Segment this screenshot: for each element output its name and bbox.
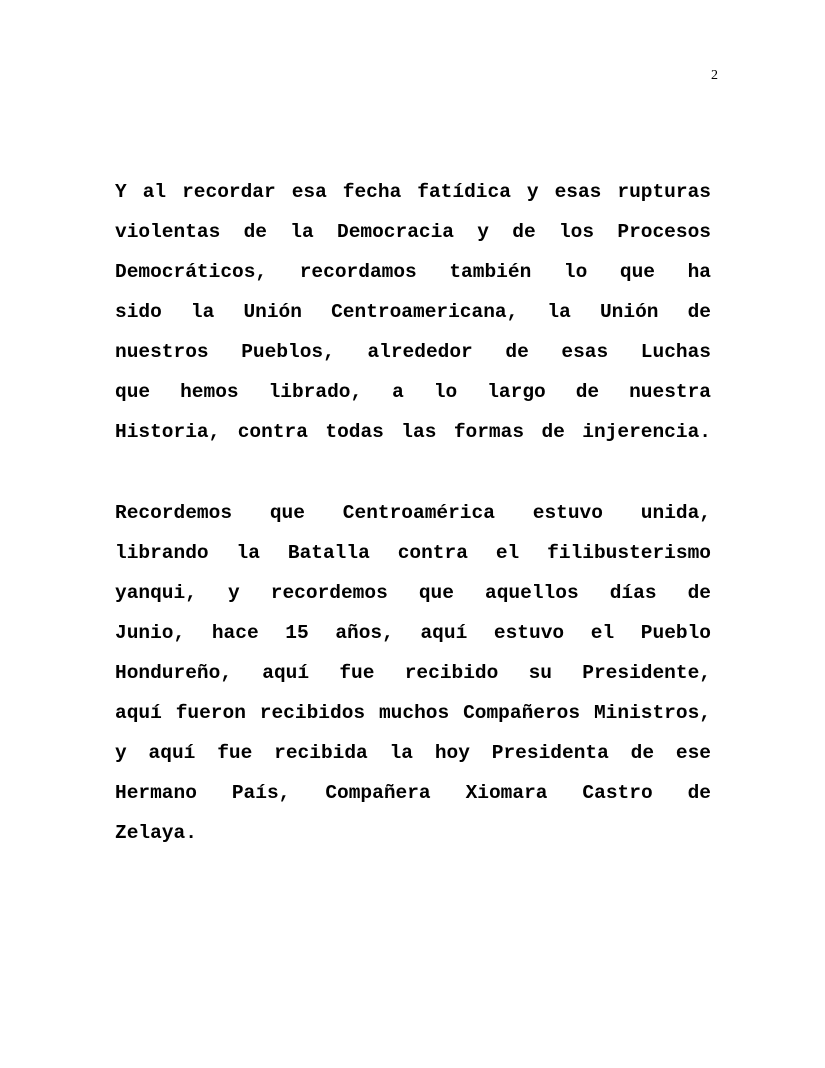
- text-line: Hermano País, Compañera Xiomara Castro de: [115, 782, 711, 804]
- text-line: violentas de la Democracia y de los Procesos: [115, 221, 711, 243]
- paragraph-2: [115, 493, 711, 853]
- text-line: que hemos librado, a lo largo de nuestra: [115, 381, 711, 403]
- text-line: Y al recordar esa fecha fatídica y esas rupturas: [115, 181, 711, 203]
- text-line: Hondureño, aquí fue recibido su Presidente,: [115, 662, 711, 684]
- text-line: yanqui, y recordemos que aquellos días de: [115, 582, 711, 604]
- page-number: 2: [711, 68, 718, 83]
- text-line: y aquí fue recibida la hoy Presidenta de ese: [115, 742, 711, 764]
- text-line: aquí fueron recibidos muchos Compañeros Ministros,: [115, 702, 711, 724]
- paragraph-1: [115, 172, 711, 452]
- text-line: Historia, contra todas las formas de injerencia.: [115, 421, 711, 443]
- text-line: Recordemos que Centroamérica estuvo unida,: [115, 502, 711, 524]
- text-line: nuestros Pueblos, alrededor de esas Luchas: [115, 341, 711, 363]
- text-line: Junio, hace 15 años, aquí estuvo el Pueblo: [115, 622, 711, 644]
- text-line: librando la Batalla contra el filibusterismo: [115, 542, 711, 564]
- text-line: sido la Unión Centroamericana, la Unión de: [115, 301, 711, 323]
- text-line: Zelaya.: [115, 822, 197, 844]
- text-line: Democráticos, recordamos también lo que ha: [115, 261, 711, 283]
